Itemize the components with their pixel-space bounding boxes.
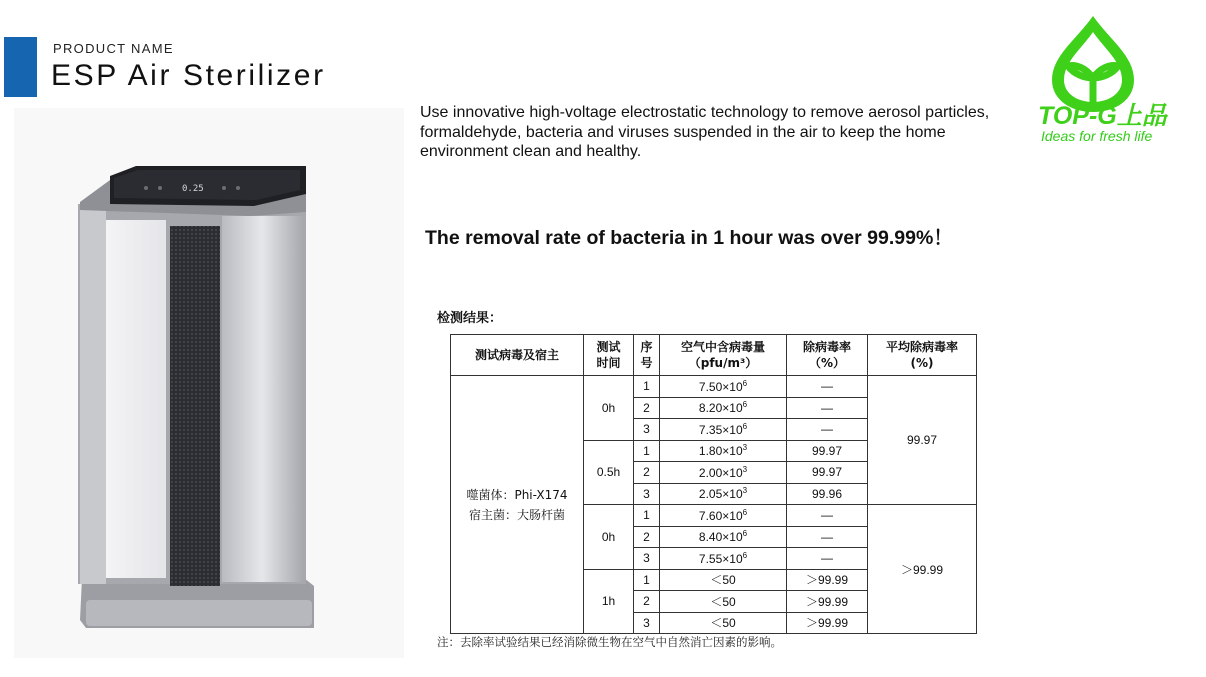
header-seq: 序 号 <box>634 335 660 376</box>
concentration-cell: $2.05\times 10^3$ <box>660 483 787 505</box>
time-cell: 1h <box>584 569 634 634</box>
seq-cell: 3 <box>634 483 660 505</box>
rate-cell: — <box>787 419 868 441</box>
air-sterilizer-image <box>14 108 404 658</box>
product-name-label: PRODUCT NAME <box>53 41 174 56</box>
concentration-cell: $8.20\times 10^6$ <box>660 397 787 419</box>
logo-wordmark: TOP-G上品 <box>1038 102 1167 130</box>
rate-cell: ＞99.99 <box>787 569 868 591</box>
seq-cell: 2 <box>634 526 660 548</box>
header-accent-bar <box>4 37 37 97</box>
rate-cell: — <box>787 376 868 398</box>
product-title: ESP Air Sterilizer <box>51 59 326 92</box>
header-average-rate: 平均除病毒率 (%) <box>868 335 977 376</box>
header-virus-host: 测试病毒及宿主 <box>451 335 584 376</box>
concentration-cell: $1.80\times 10^3$ <box>660 440 787 462</box>
concentration-cell: ＜50 <box>660 591 787 613</box>
time-cell: 0h <box>584 376 634 441</box>
time-cell: 0.5h <box>584 440 634 505</box>
seq-cell: 1 <box>634 376 660 398</box>
table-row <box>451 376 977 398</box>
time-cell: 0h <box>584 505 634 570</box>
concentration-cell: $2.00\times 10^3$ <box>660 462 787 484</box>
logo-tagline: Ideas for fresh life <box>1041 128 1153 144</box>
seq-cell: 1 <box>634 569 660 591</box>
average-cell: 99.97 <box>868 376 977 505</box>
rate-cell: — <box>787 505 868 527</box>
rate-cell: — <box>787 526 868 548</box>
header-removal-rate: 除病毒率 （%） <box>787 335 868 376</box>
rate-cell: 99.96 <box>787 483 868 505</box>
seq-cell: 2 <box>634 591 660 613</box>
product-description: Use innovative high-voltage electrostatic technology to remove aerosol particles, formaldehyde, bacteria and viruses suspended in the air to keep the home environment clean and healthy. <box>420 104 990 160</box>
average-cell: ＞99.99 <box>868 505 977 634</box>
results-table <box>450 334 977 634</box>
seq-cell: 2 <box>634 397 660 419</box>
rate-cell: — <box>787 397 868 419</box>
seq-cell: 1 <box>634 505 660 527</box>
header-test-time: 测试 时间 <box>584 335 634 376</box>
concentration-cell: $8.40\times 10^6$ <box>660 526 787 548</box>
rate-cell: ＞99.99 <box>787 612 868 634</box>
virus-host-cell: 噬菌体：Phi-X174 宿主菌：大肠杆菌 <box>451 376 584 634</box>
concentration-cell: $7.50\times 10^6$ <box>660 376 787 398</box>
seq-cell: 2 <box>634 462 660 484</box>
results-footnote: 注：去除率试验结果已经消除微生物在空气中自然消亡因素的影响。 <box>437 635 782 649</box>
concentration-cell: $7.55\times 10^6$ <box>660 548 787 570</box>
removal-rate-headline: The removal rate of bacteria in 1 hour was over 99.99%！ <box>425 227 953 249</box>
product-photo <box>14 108 404 658</box>
header-virus-concentration: 空气中含病毒量 （pfu/m³） <box>660 335 787 376</box>
concentration-cell: $7.60\times 10^6$ <box>660 505 787 527</box>
concentration-cell: ＜50 <box>660 569 787 591</box>
rate-cell: 99.97 <box>787 440 868 462</box>
seq-cell: 3 <box>634 548 660 570</box>
concentration-cell: ＜50 <box>660 612 787 634</box>
table-header-row <box>451 335 977 376</box>
results-label: 检测结果： <box>437 311 503 326</box>
seq-cell: 3 <box>634 419 660 441</box>
seq-cell: 1 <box>634 440 660 462</box>
rate-cell: ＞99.99 <box>787 591 868 613</box>
display-readout: 0.25 <box>182 184 204 194</box>
concentration-cell: $7.35\times 10^6$ <box>660 419 787 441</box>
rate-cell: 99.97 <box>787 462 868 484</box>
seq-cell: 3 <box>634 612 660 634</box>
rate-cell: — <box>787 548 868 570</box>
